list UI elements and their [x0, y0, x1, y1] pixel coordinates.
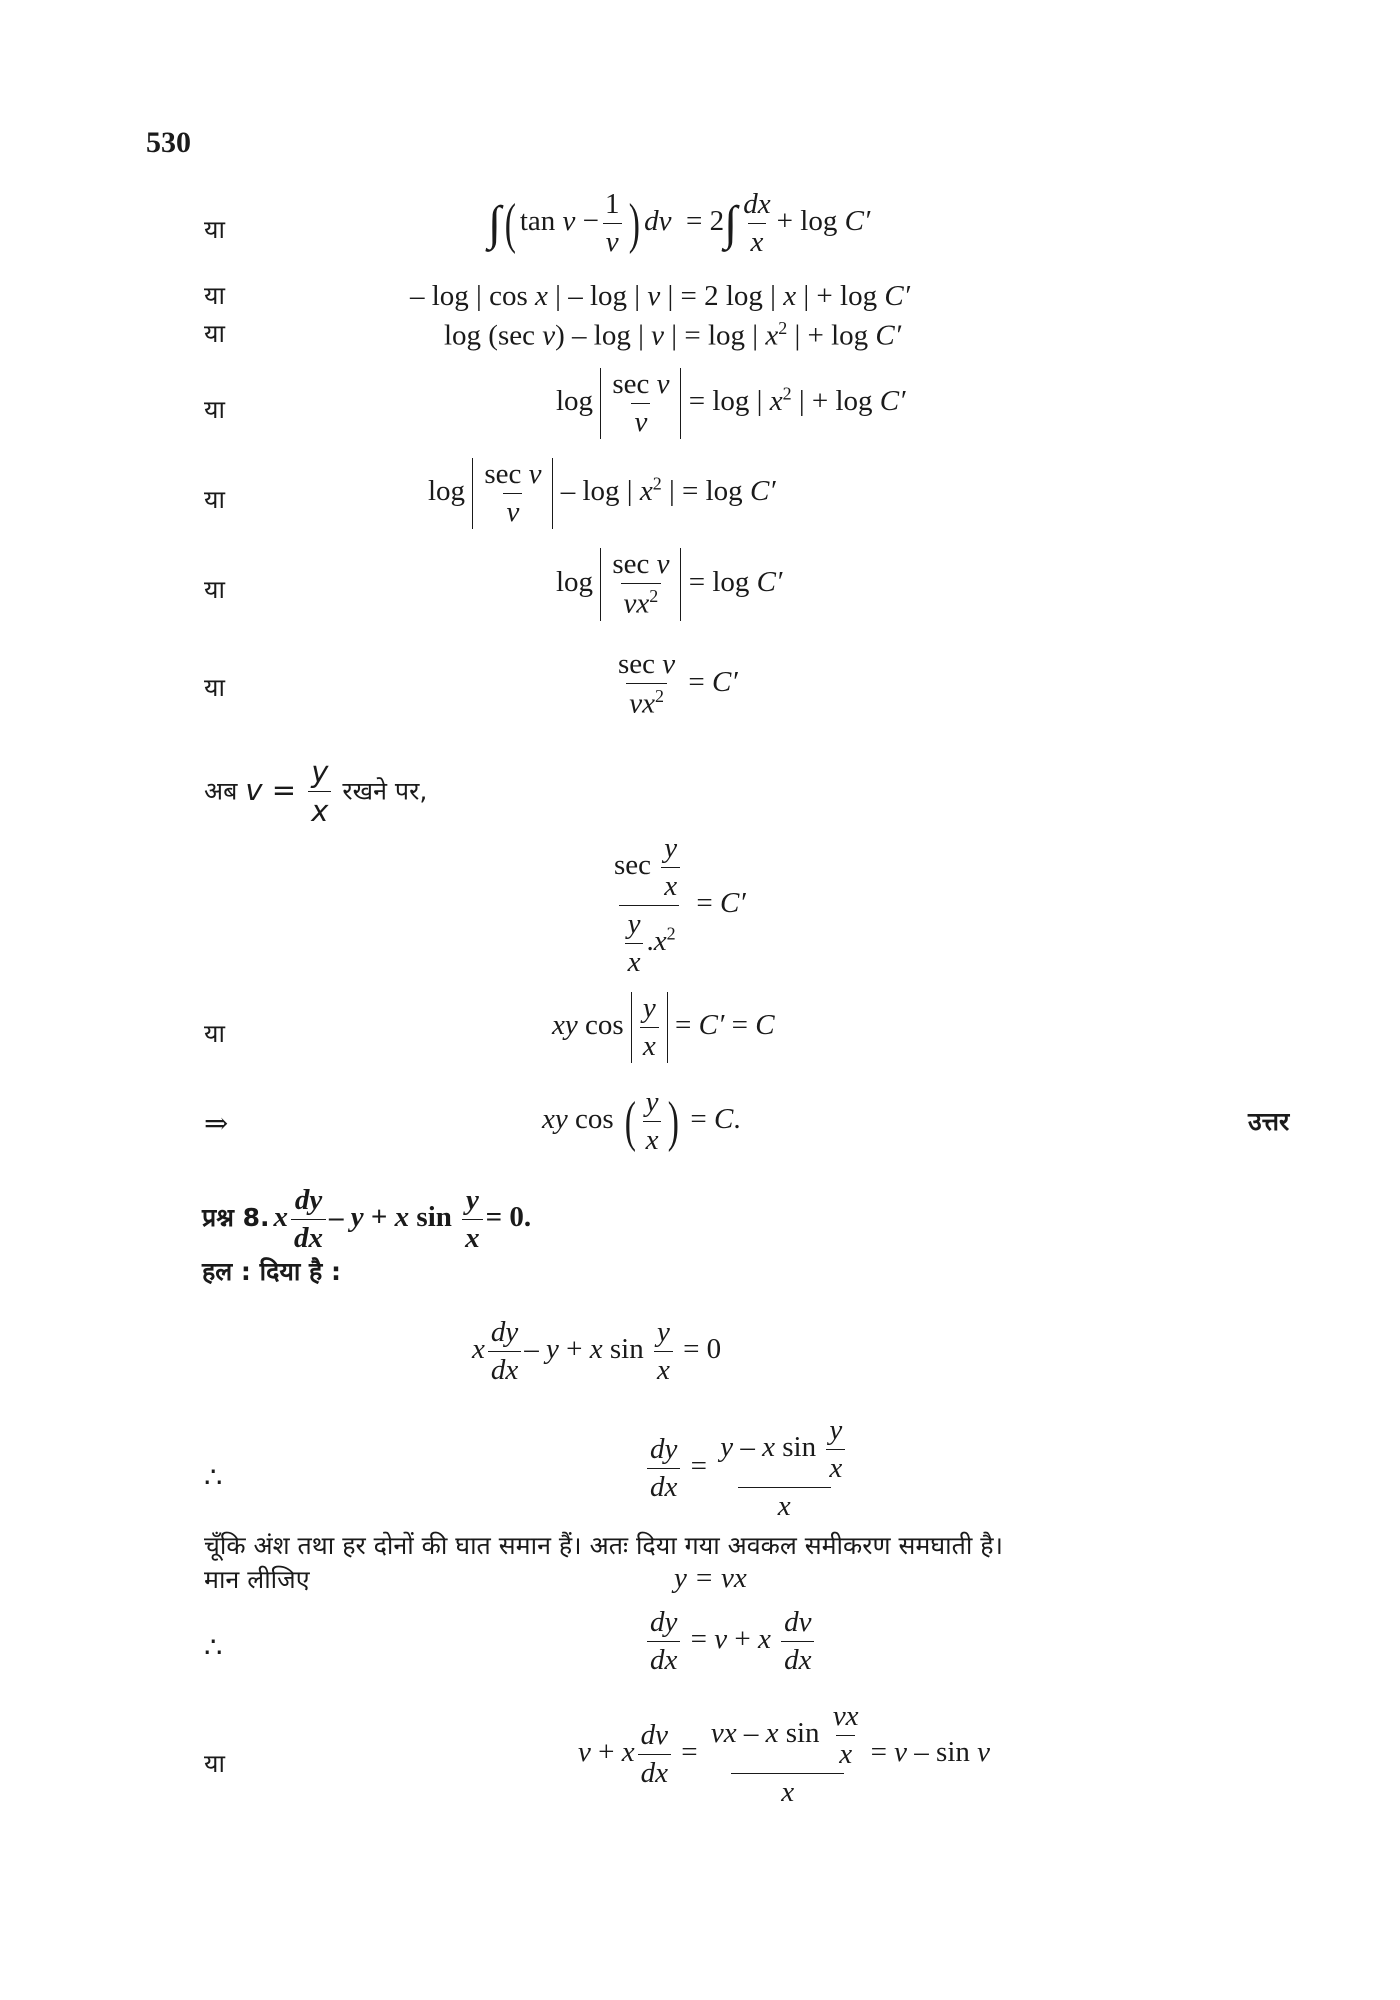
equation-2: – log | cos x | – log | v | = 2 log | x | + log C′	[410, 280, 911, 312]
equation-9: xy cos $\frac{y}{x}$ = C′ = C	[552, 992, 775, 1062]
equation-4: log $\frac{\text{sec v}}{v}$ = log | $x^2$ | + log C′	[556, 368, 906, 438]
connector-ya: या	[204, 281, 225, 310]
equation-1: ∫( tan v − $\frac{1}{v}$ ) dv = 2∫ $\frac{dx}{x}$ + log C′	[488, 188, 871, 258]
page-number: 530	[146, 126, 191, 159]
equation-10: xy cos ( $\frac{y}{x}$ ) = C.	[542, 1086, 741, 1156]
equation-7: $\frac{\text{sec v}}{vx^2}$ = C′	[618, 648, 738, 720]
equation-dydx: $\frac{dy}{dx}$ = y – x sin $\frac{y}{x}$ x	[644, 1414, 854, 1523]
connector-ya: या	[204, 1019, 225, 1048]
assume-equation: y = vx	[674, 1562, 747, 1594]
therefore-symbol: ∴	[204, 1462, 223, 1494]
connector-ya: या	[204, 319, 225, 348]
connector-ya: या	[204, 485, 225, 514]
substitution-line: अब v = $\frac{y}{x}$ रखने पर,	[204, 755, 428, 828]
equation-given: x $\frac{dy}{dx}$ – y + x sin $\frac{y}{x}$ = 0	[472, 1316, 722, 1386]
equation-3: log (sec v) – log | v | = log | $x^2$ | + log C′	[444, 318, 902, 352]
solution-label: हल : दिया है :	[202, 1257, 342, 1286]
connector-ya: या	[204, 673, 225, 702]
substitution-suffix: रखने पर,	[342, 776, 428, 806]
equation-substitution: $\frac{dy}{dx}$ = v + x $\frac{dv}{dx}$	[644, 1606, 817, 1677]
assume-label: मान लीजिए	[204, 1565, 310, 1594]
connector-ya: या	[204, 575, 225, 604]
equation-6: log $\frac{\text{sec v}}{vx^2}$ = log C′	[556, 548, 783, 620]
answer-label: उत्तर	[1248, 1107, 1290, 1136]
equation-8: sec $\frac{y}{x}$ $\frac{y}{x}$ $.x^2$ = C′	[614, 832, 746, 978]
substitution-prefix: अब	[204, 776, 238, 806]
therefore-symbol: ∴	[204, 1632, 223, 1664]
homogeneous-note: चूँकि अंश तथा हर दोनों की घात समान हैं। अतः दिया गया अवकल समीकरण समघाती है।	[204, 1531, 1004, 1560]
connector-ya: या	[204, 395, 225, 424]
equation-last: v + x $\frac{dv}{dx}$ = vx – x sin $\frac{vx}{x}$ x = v – sin v	[578, 1700, 991, 1808]
connector-ya: या	[204, 1749, 225, 1778]
implies-symbol: ⇒	[204, 1108, 229, 1140]
equation-5: log $\frac{\text{sec v}}{v}$ – log | $x^2$ | = log C′	[428, 458, 776, 528]
question-label: प्रश्न 8.	[202, 1203, 270, 1233]
question-8	[202, 1184, 531, 1255]
connector-ya: या	[204, 215, 225, 244]
question-equation: x $\frac{dy}{dx}$ – y + x sin $\frac{y}{x}$ = 0.	[273, 1184, 532, 1254]
